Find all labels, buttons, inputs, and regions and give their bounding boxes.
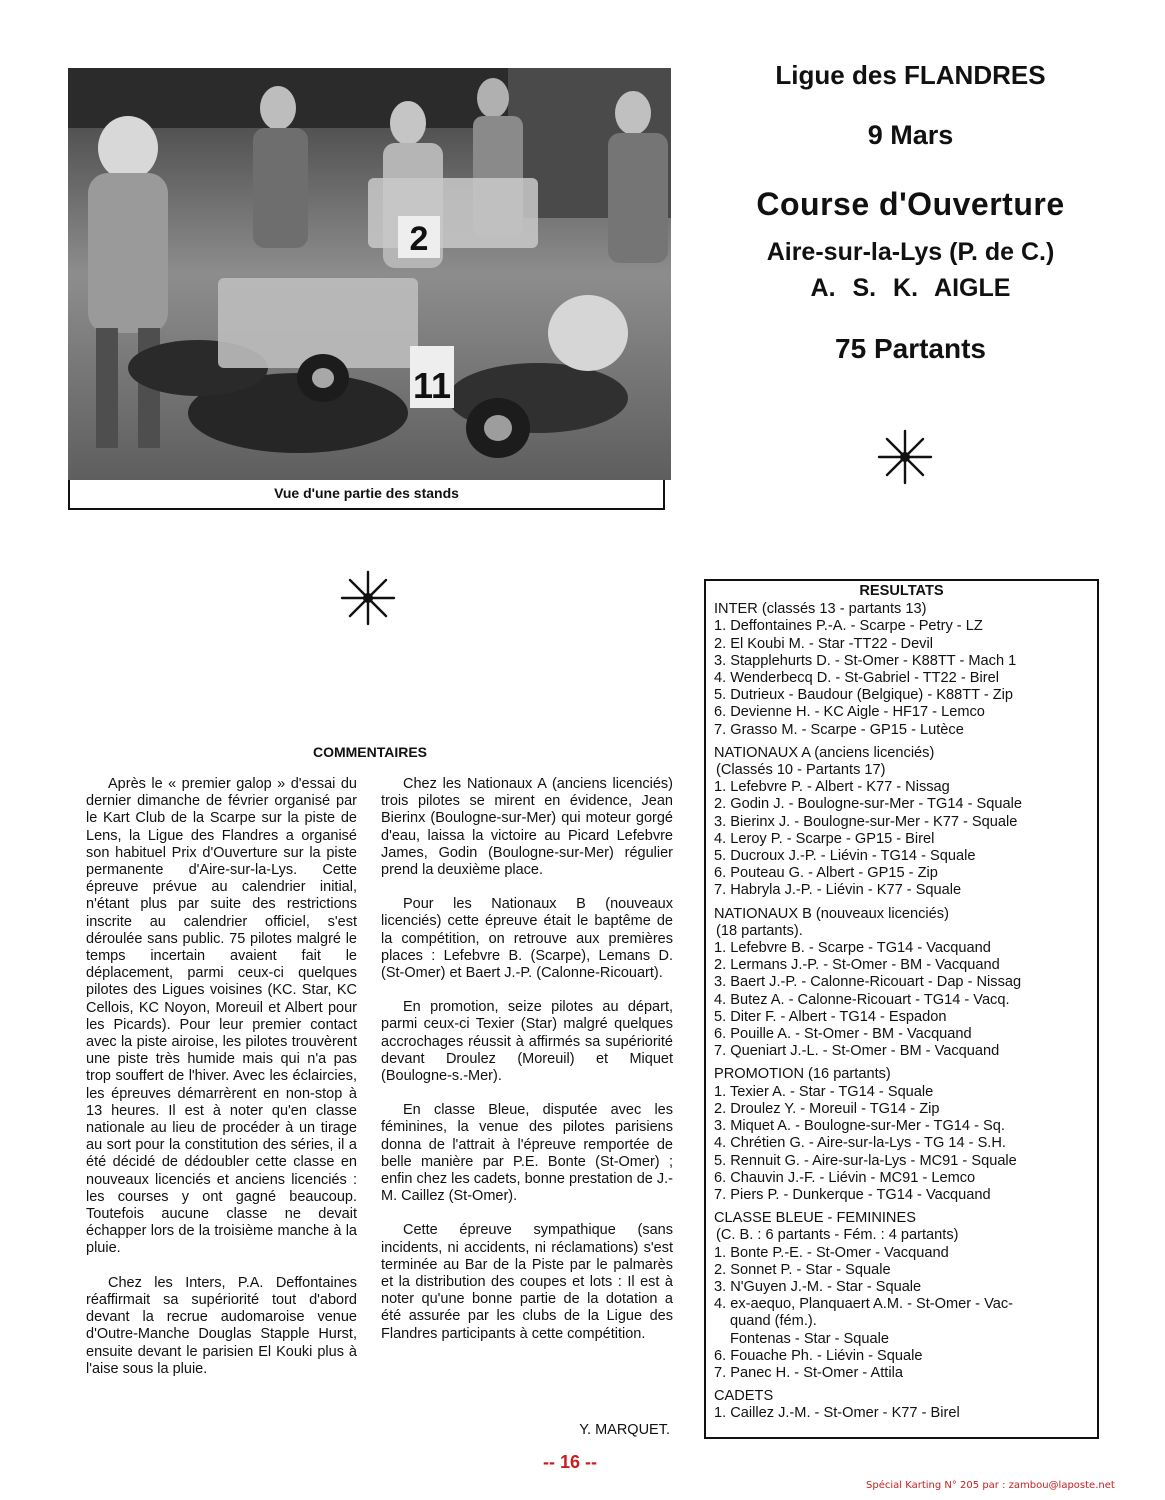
results-section-heading: CADETS	[714, 1388, 774, 1405]
result-row: 4. Butez A. - Calonne-Ricouart - TG14 - Vacq.	[714, 991, 1010, 1008]
event-location: Aire-sur-la-Lys (P. de C.)	[766, 238, 1055, 266]
paragraph: Chez les Inters, P.A. Deffontaines réaffirmait sa supériorité tout d'abord devant la recrue audomaroise venue d'Outre-Manche Douglas Stapple Hurst, ensuite devant le parisien El Kouki plus à l'aise sous la pluie.	[86, 1274, 357, 1377]
commentaires-heading: COMMENTAIRES	[312, 744, 428, 760]
league-title: Ligue des FLANDRES	[775, 60, 1046, 90]
results-list	[714, 601, 1089, 1422]
paragraph: Pour les Nationaux B (nouveaux licenciés) cette épreuve était le baptême de la compétition, on retrouve aux premières places : Lefebvre B. (Scarpe), Lemans D. (St-Omer) et Baert J.-P. (Calonne-Ricouart).	[381, 896, 673, 982]
scan-credit: Spécial Karting N° 205 par : zambou@laposte.net	[866, 1480, 1115, 1491]
result-row: quand (fém.).	[730, 1313, 817, 1330]
result-row: 5. Ducroux J.-P. - Liévin - TG14 - Squale	[714, 848, 976, 865]
result-row: 6. Chauvin J.-F. - Liévin - MC91 - Lemco	[714, 1169, 976, 1186]
results-section-heading: CLASSE BLEUE - FEMININES	[714, 1210, 916, 1227]
result-row: 2. Sonnet P. - Star - Squale	[714, 1261, 891, 1278]
results-section-heading: NATIONAUX B (nouveaux licenciés)	[714, 905, 949, 922]
paragraph: Chez les Nationaux A (anciens licenciés) trois pilotes se mirent en évidence, Jean Bierinx (Boulogne-sur-Mer) qui moteur gorgé d'eau, laissa la victoire au Picard Lefebvre James, Godin (Boulogne-sur-Mer) régulier prend la deuxième place.	[381, 776, 673, 879]
photo-caption: Vue d'une partie des stands	[68, 480, 665, 510]
result-row: 5. Rennuit G. - Aire-sur-la-Lys - MC91 - Squale	[714, 1152, 1017, 1169]
results-section-heading: NATIONAUX A (anciens licenciés)	[714, 744, 935, 761]
result-row: 3. N'Guyen J.-M. - Star - Squale	[714, 1278, 922, 1295]
result-row: 6. Fouache Ph. - Liévin - Squale	[714, 1347, 923, 1364]
organising-club: A. S. K. AIGLE	[810, 274, 1011, 302]
page-number: -- 16 --	[543, 1452, 597, 1472]
result-row: 2. Droulez Y. - Moreuil - TG14 - Zip	[714, 1100, 940, 1117]
commentaires-column-1	[86, 776, 357, 1378]
star-ornament-icon	[875, 427, 935, 487]
result-row: 1. Lefebvre B. - Scarpe - TG14 - Vacquand	[714, 940, 991, 957]
result-row: 5. Dutrieux - Baudour (Belgique) - K88TT - Zip	[714, 687, 1014, 704]
result-row: 1. Bonte P.-E. - St-Omer - Vacquand	[714, 1244, 949, 1261]
entrants-count: 75 Partants	[835, 333, 986, 364]
stands-photo	[68, 68, 671, 480]
paragraph: Cette épreuve sympathique (sans incidents, ni accidents, ni réclamations) s'est terminée au Bar de la Piste par le palmarès et la distribution des coupes et lots : Il est à noter qu'une bonne partie de la dotation a été assurée par les clubs de la Ligue des Flandres participants à cette compétition.	[381, 1222, 673, 1342]
paragraph: Après le « premier galop » d'essai du dernier dimanche de février organisé par le Kart Club de la Scarpe sur la piste de Lens, la Ligue des Flandres a organisé son habituel Prix d'Ouverture sur la piste permanente d'Aire-sur-la-Lys. Cette épreuve prévue au calendrier initial, n'étant plus par suite des restrictions inscrite au calendrier officiel, s'est déroulée sans public. 75 pilotes malgré le temps incertain avaient fait le déplacement, parmi ceux-ci quelques pilotes des Ligues voisines (KC. Star, KC Cellois, KC Noyon, Moreuil et Albert pour les Picards). Pour leur premier contact avec la piste airoise, les pilotes trouvèrent une piste très humide mais qui n'a pas trop souffert de l'hiver. Avec les éclaircies, les épreuves démarrèrent en non-stop à 13 heures. Il est à noter qu'en classe nationale au lieu de procéder à un tirage au sort pour la constitution des séries, il a été décidé de dédoubler cette classe en nouveaux licenciés et anciens licenciés : les courses y ont gagné beaucoup. Toutefois aucune classe ne devait échapper lors de la troisième manche à la pluie.	[86, 776, 357, 1257]
result-row: 3. Stapplehurts D. - St-Omer - K88TT - Mach 1	[714, 652, 1017, 669]
results-section-subheading: (18 partants).	[716, 922, 803, 939]
author-signature: Y. MARQUET.	[579, 1422, 670, 1438]
result-row: 7. Grasso M. - Scarpe - GP15 - Lutèce	[714, 721, 964, 738]
result-row: 4. Wenderbecq D. - St-Gabriel - TT22 - Birel	[714, 670, 999, 687]
event-date: 9 Mars	[867, 120, 954, 150]
kart-number-2: 2	[409, 220, 429, 258]
event-title: Course d'Ouverture	[756, 186, 1065, 222]
result-row: 6. Pouille A. - St-Omer - BM - Vacquand	[714, 1026, 972, 1043]
result-row: 2. Lermans J.-P. - St-Omer - BM - Vacquand	[714, 957, 1000, 974]
result-row: 1. Caillez J.-M. - St-Omer - K77 - Birel	[714, 1405, 960, 1422]
results-section-heading: INTER (classés 13 - partants 13)	[714, 601, 927, 618]
paragraph: En promotion, seize pilotes au départ, parmi ceux-ci Texier (Star) malgré quelques accrochages réussit à affirmés sa supériorité devant Droulez (Moreuil) et Miquet (Boulogne-s.-Mer).	[381, 999, 673, 1085]
result-row: 4. ex-aequo, Planquaert A.M. - St-Omer - Vac-	[714, 1296, 1014, 1313]
result-row: 7. Panec H. - St-Omer - Attila	[714, 1364, 903, 1381]
result-row: 5. Diter F. - Albert - TG14 - Espadon	[714, 1008, 947, 1025]
paragraph: En classe Bleue, disputée avec les féminines, la venue des pilotes parisiens donna de l'attrait à l'épreuve remportée de belle manière par P.E. Bonte (St-Omer) ; enfin chez les cadets, bonne prestation de J.-M. Caillez (St-Omer).	[381, 1102, 673, 1205]
result-row: 1. Lefebvre P. - Albert - K77 - Nissag	[714, 779, 950, 796]
star-ornament-icon	[338, 568, 398, 628]
result-row: 2. El Koubi M. - Star -TT22 - Devil	[714, 635, 933, 652]
kart-number-11: 11	[412, 365, 452, 406]
result-row: 1. Deffontaines P.-A. - Scarpe - Petry - LZ	[714, 618, 983, 635]
results-section-subheading: (Classés 10 - Partants 17)	[716, 762, 886, 779]
results-section-heading: PROMOTION (16 partants)	[714, 1066, 891, 1083]
result-row: 3. Baert J.-P. - Calonne-Ricouart - Dap - Nissag	[714, 974, 1022, 991]
result-row: 7. Queniart J.-L. - St-Omer - BM - Vacquand	[714, 1043, 1000, 1060]
result-row: 3. Miquet A. - Boulogne-sur-Mer - TG14 - Sq.	[714, 1118, 1005, 1135]
photo-illustration	[68, 68, 671, 480]
result-row: 7. Piers P. - Dunkerque - TG14 - Vacquand	[714, 1186, 991, 1203]
result-row: 7. Habryla J.-P. - Liévin - K77 - Squale	[714, 882, 962, 899]
result-row: 6. Pouteau G. - Albert - GP15 - Zip	[714, 865, 938, 882]
result-row: 1. Texier A. - Star - TG14 - Squale	[714, 1083, 934, 1100]
result-row: 2. Godin J. - Boulogne-sur-Mer - TG14 - Squale	[714, 796, 1022, 813]
result-row: Fontenas - Star - Squale	[730, 1330, 889, 1347]
result-row: 3. Bierinx J. - Boulogne-sur-Mer - K77 - Squale	[714, 813, 1018, 830]
results-section-subheading: (C. B. : 6 partants - Fém. : 4 partants)	[716, 1227, 959, 1244]
result-row: 4. Chrétien G. - Aire-sur-la-Lys - TG 14 - S.H.	[714, 1135, 1006, 1152]
results-heading: RESULTATS	[859, 583, 944, 599]
commentaires-column-2	[381, 776, 673, 1343]
result-row: 6. Devienne H. - KC Aigle - HF17 - Lemco	[714, 704, 985, 721]
result-row: 4. Leroy P. - Scarpe - GP15 - Birel	[714, 830, 935, 847]
results-box	[704, 579, 1099, 1439]
